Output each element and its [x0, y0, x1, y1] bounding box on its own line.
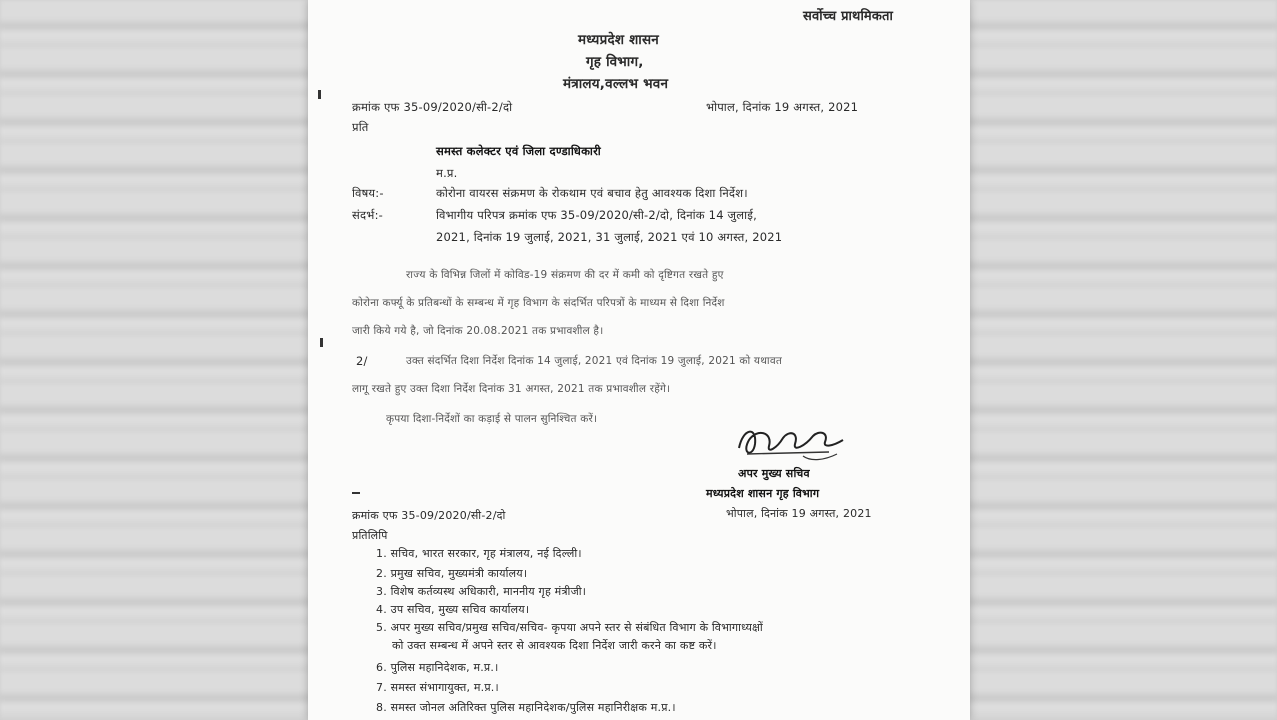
copy-list-item: 7. समस्त संभागायुक्त, म.प्र.।: [376, 681, 499, 694]
body-paragraph-2-line-2: लागू रखते हुए उक्त दिशा निर्देश दिनांक 31 अगस्त, 2021 तक प्रभावशील रहेंगे।: [352, 383, 671, 395]
signature: [733, 418, 853, 466]
copy-list-item: 8. समस्त जोनल अतिरिक्त पुलिस महानिदेशक/पुलिस महानिरीक्षक म.प्र.।: [376, 701, 676, 714]
reference-number: क्रमांक एफ 35-09/2020/सी-2/दो: [352, 100, 513, 114]
copy-list-item: 4. उप सचिव, मुख्य सचिव कार्यालय।: [376, 603, 530, 616]
signatory-title: अपर मुख्य सचिव: [738, 467, 810, 480]
dash-mark: [352, 492, 360, 494]
place-date-2: भोपाल, दिनांक 19 अगस्त, 2021: [726, 507, 872, 520]
body-paragraph-1-line-2: कोरोना कर्फ्यू के प्रतिबन्धों के सम्बन्ध में गृह विभाग के संदर्भित परिपत्रों के माध्यम से दिशा निर्देश: [352, 297, 725, 309]
priority-label: सर्वोच्च प्राथमिकता: [803, 9, 894, 24]
punch-mark: [320, 338, 323, 347]
blurred-background-left: [0, 0, 310, 720]
recipient-line-2: म.प्र.: [436, 166, 458, 180]
body-paragraph-2-line-1: उक्त संदर्भित दिशा निर्देश दिनांक 14 जुलाई, 2021 एवं दिनांक 19 जुलाई, 2021 को यथावत: [406, 355, 783, 367]
body-paragraph-3: कृपया दिशा-निर्देशों का कड़ाई से पालन सुनिश्चित करें।: [386, 413, 598, 425]
recipient-line-1: समस्त कलेक्टर एवं जिला दण्डाधिकारी: [436, 144, 601, 158]
to-label: प्रति: [352, 120, 369, 134]
signatory-department: मध्यप्रदेश शासन गृह विभाग: [706, 487, 820, 500]
reference-line-2: 2021, दिनांक 19 जुलाई, 2021, 31 जुलाई, 2021 एवं 10 अगस्त, 2021: [436, 230, 783, 244]
punch-mark: [318, 90, 321, 99]
copy-list-item: 6. पुलिस महानिदेशक, म.प्र.।: [376, 661, 499, 674]
subject-text: कोरोना वायरस संक्रमण के रोकथाम एवं बचाव हेतु आवश्यक दिशा निर्देश।: [436, 186, 748, 200]
blurred-background-right: [969, 0, 1277, 720]
place-date: भोपाल, दिनांक 19 अगस्त, 2021: [706, 100, 859, 114]
header-government: मध्यप्रदेश शासन: [578, 32, 660, 48]
copy-list-item: 1. सचिव, भारत सरकार, गृह मंत्रालय, नई दिल्ली।: [376, 547, 582, 560]
paragraph-2-number: 2/: [356, 354, 368, 368]
copy-list-item: 5. अपर मुख्य सचिव/प्रमुख सचिव/सचिव- कृपया अपने स्तर से संबंधित विभाग के विभागाध्यक्षों: [376, 621, 763, 634]
copy-list-item: को उक्त सम्बन्ध में अपने स्तर से आवश्यक दिशा निर्देश जारी करने का कष्ट करें।: [392, 639, 717, 652]
reference-line-1: विभागीय परिपत्र क्रमांक एफ 35-09/2020/सी-2/दो, दिनांक 14 जुलाई,: [436, 208, 757, 222]
header-department: गृह विभाग,: [586, 54, 644, 70]
reference-number-2: क्रमांक एफ 35-09/2020/सी-2/दो: [352, 509, 506, 522]
reference-label: संदर्भ:-: [352, 208, 383, 222]
copy-label: प्रतिलिपि: [352, 529, 388, 542]
copy-list-item: 2. प्रमुख सचिव, मुख्यमंत्री कार्यालय।: [376, 567, 528, 580]
document-page: [308, 0, 970, 720]
subject-label: विषय:-: [352, 186, 384, 200]
body-paragraph-1-line-3: जारी किये गये है, जो दिनांक 20.08.2021 तक प्रभावशील है।: [352, 325, 604, 337]
body-paragraph-1-line-1: राज्य के विभिन्न जिलों में कोविड-19 संक्रमण की दर में कमी को दृष्टिगत रखते हुए: [406, 269, 724, 281]
header-ministry: मंत्रालय,वल्लभ भवन: [563, 76, 669, 92]
copy-list-item: 3. विशेष कर्तव्यस्थ अधिकारी, माननीय गृह मंत्रीजी।: [376, 585, 587, 598]
